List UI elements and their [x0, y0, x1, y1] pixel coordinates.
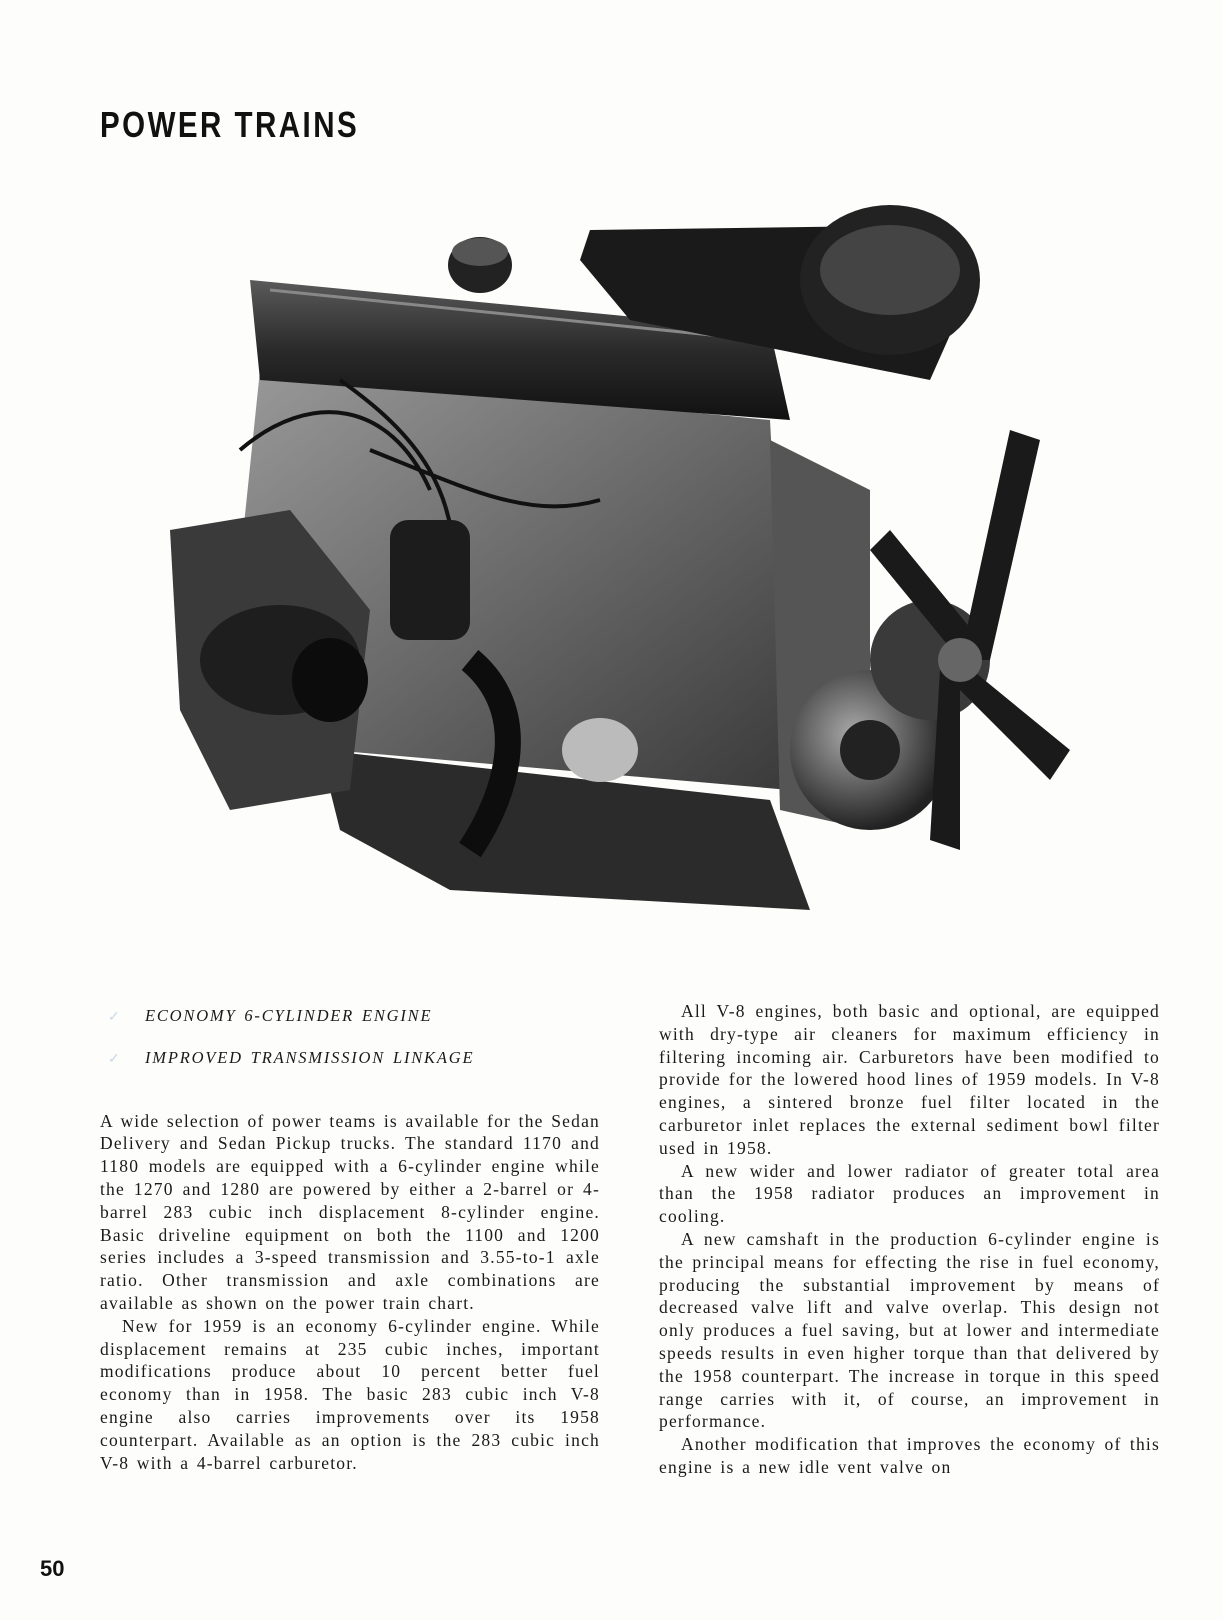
- feature-item: [100, 1047, 600, 1070]
- body-paragraph: All V-8 engines, both basic and optional, are equipped with dry-type air cleaners for maximum efficiency in filtering incoming air. Carburetors have been modified to provide for the lowered hood lines of 1959 models. In V-8 engines, a sintered bronze fuel filter located in the carburetor inlet replaces the external sediment bowl filter used in 1958.: [659, 1001, 1160, 1158]
- page-number: 50: [40, 1556, 65, 1581]
- body-paragraph: New for 1959 is an economy 6-cylinder engine. While displacement remains at 235 cubic inches, important modifications produce about 10 percent better fuel economy than in 1958. The basic 283 cubic inch V-8 engine also carries improvements over its 1958 counterpart. Available as an option is the 283 cubic inch V-8 with a 4-barrel carburetor.: [100, 1315, 600, 1473]
- body-paragraph: A wide selection of power teams is available for the Sedan Delivery and Sedan Pickup trucks. The standard 1170 and 1180 models are equipped with a 6-cylinder engine while the 1270 and 1280 are powered by either a 2-barrel or 4-barrel 283 cubic inch displacement 8-cylinder engine. Basic driveline equipment on both the 1100 and 1200 series includes a 3-speed transmission and 3.55-to-1 axle ratio. Other transmission and axle combinations are available as shown on the power train chart.: [100, 1110, 600, 1313]
- feature-item: [100, 1005, 600, 1028]
- body-paragraph: Another modification that improves the economy of this engine is a new idle vent valve on: [659, 1434, 1160, 1477]
- engine-photo: [170, 190, 1100, 950]
- checkmark-icon: ✓: [108, 1010, 122, 1025]
- checkmark-icon: ✓: [108, 1051, 122, 1067]
- feature-label: ECONOMY 6-CYLINDER ENGINE: [145, 1006, 433, 1025]
- body-paragraph: A new wider and lower radiator of greater total area than the 1958 radiator produces an improvement in cooling.: [659, 1160, 1160, 1227]
- body-paragraph: A new camshaft in the production 6-cylinder engine is the principal means for effecting the rise in fuel economy, producing the substantial improvement by means of decreased valve lift and valve overlap. This design not only produces a fuel saving, but at lower and intermediate speeds results in even higher torque than that delivered by the 1958 counterpart. The increase in torque in this speed range carries with it, of course, an improvement in performance.: [659, 1228, 1160, 1432]
- page-title: POWER TRAINS: [100, 104, 360, 145]
- right-column: [659, 1000, 1160, 1479]
- feature-list: [100, 1005, 600, 1070]
- left-column: [100, 1005, 600, 1474]
- feature-label: IMPROVED TRANSMISSION LINKAGE: [145, 1047, 475, 1067]
